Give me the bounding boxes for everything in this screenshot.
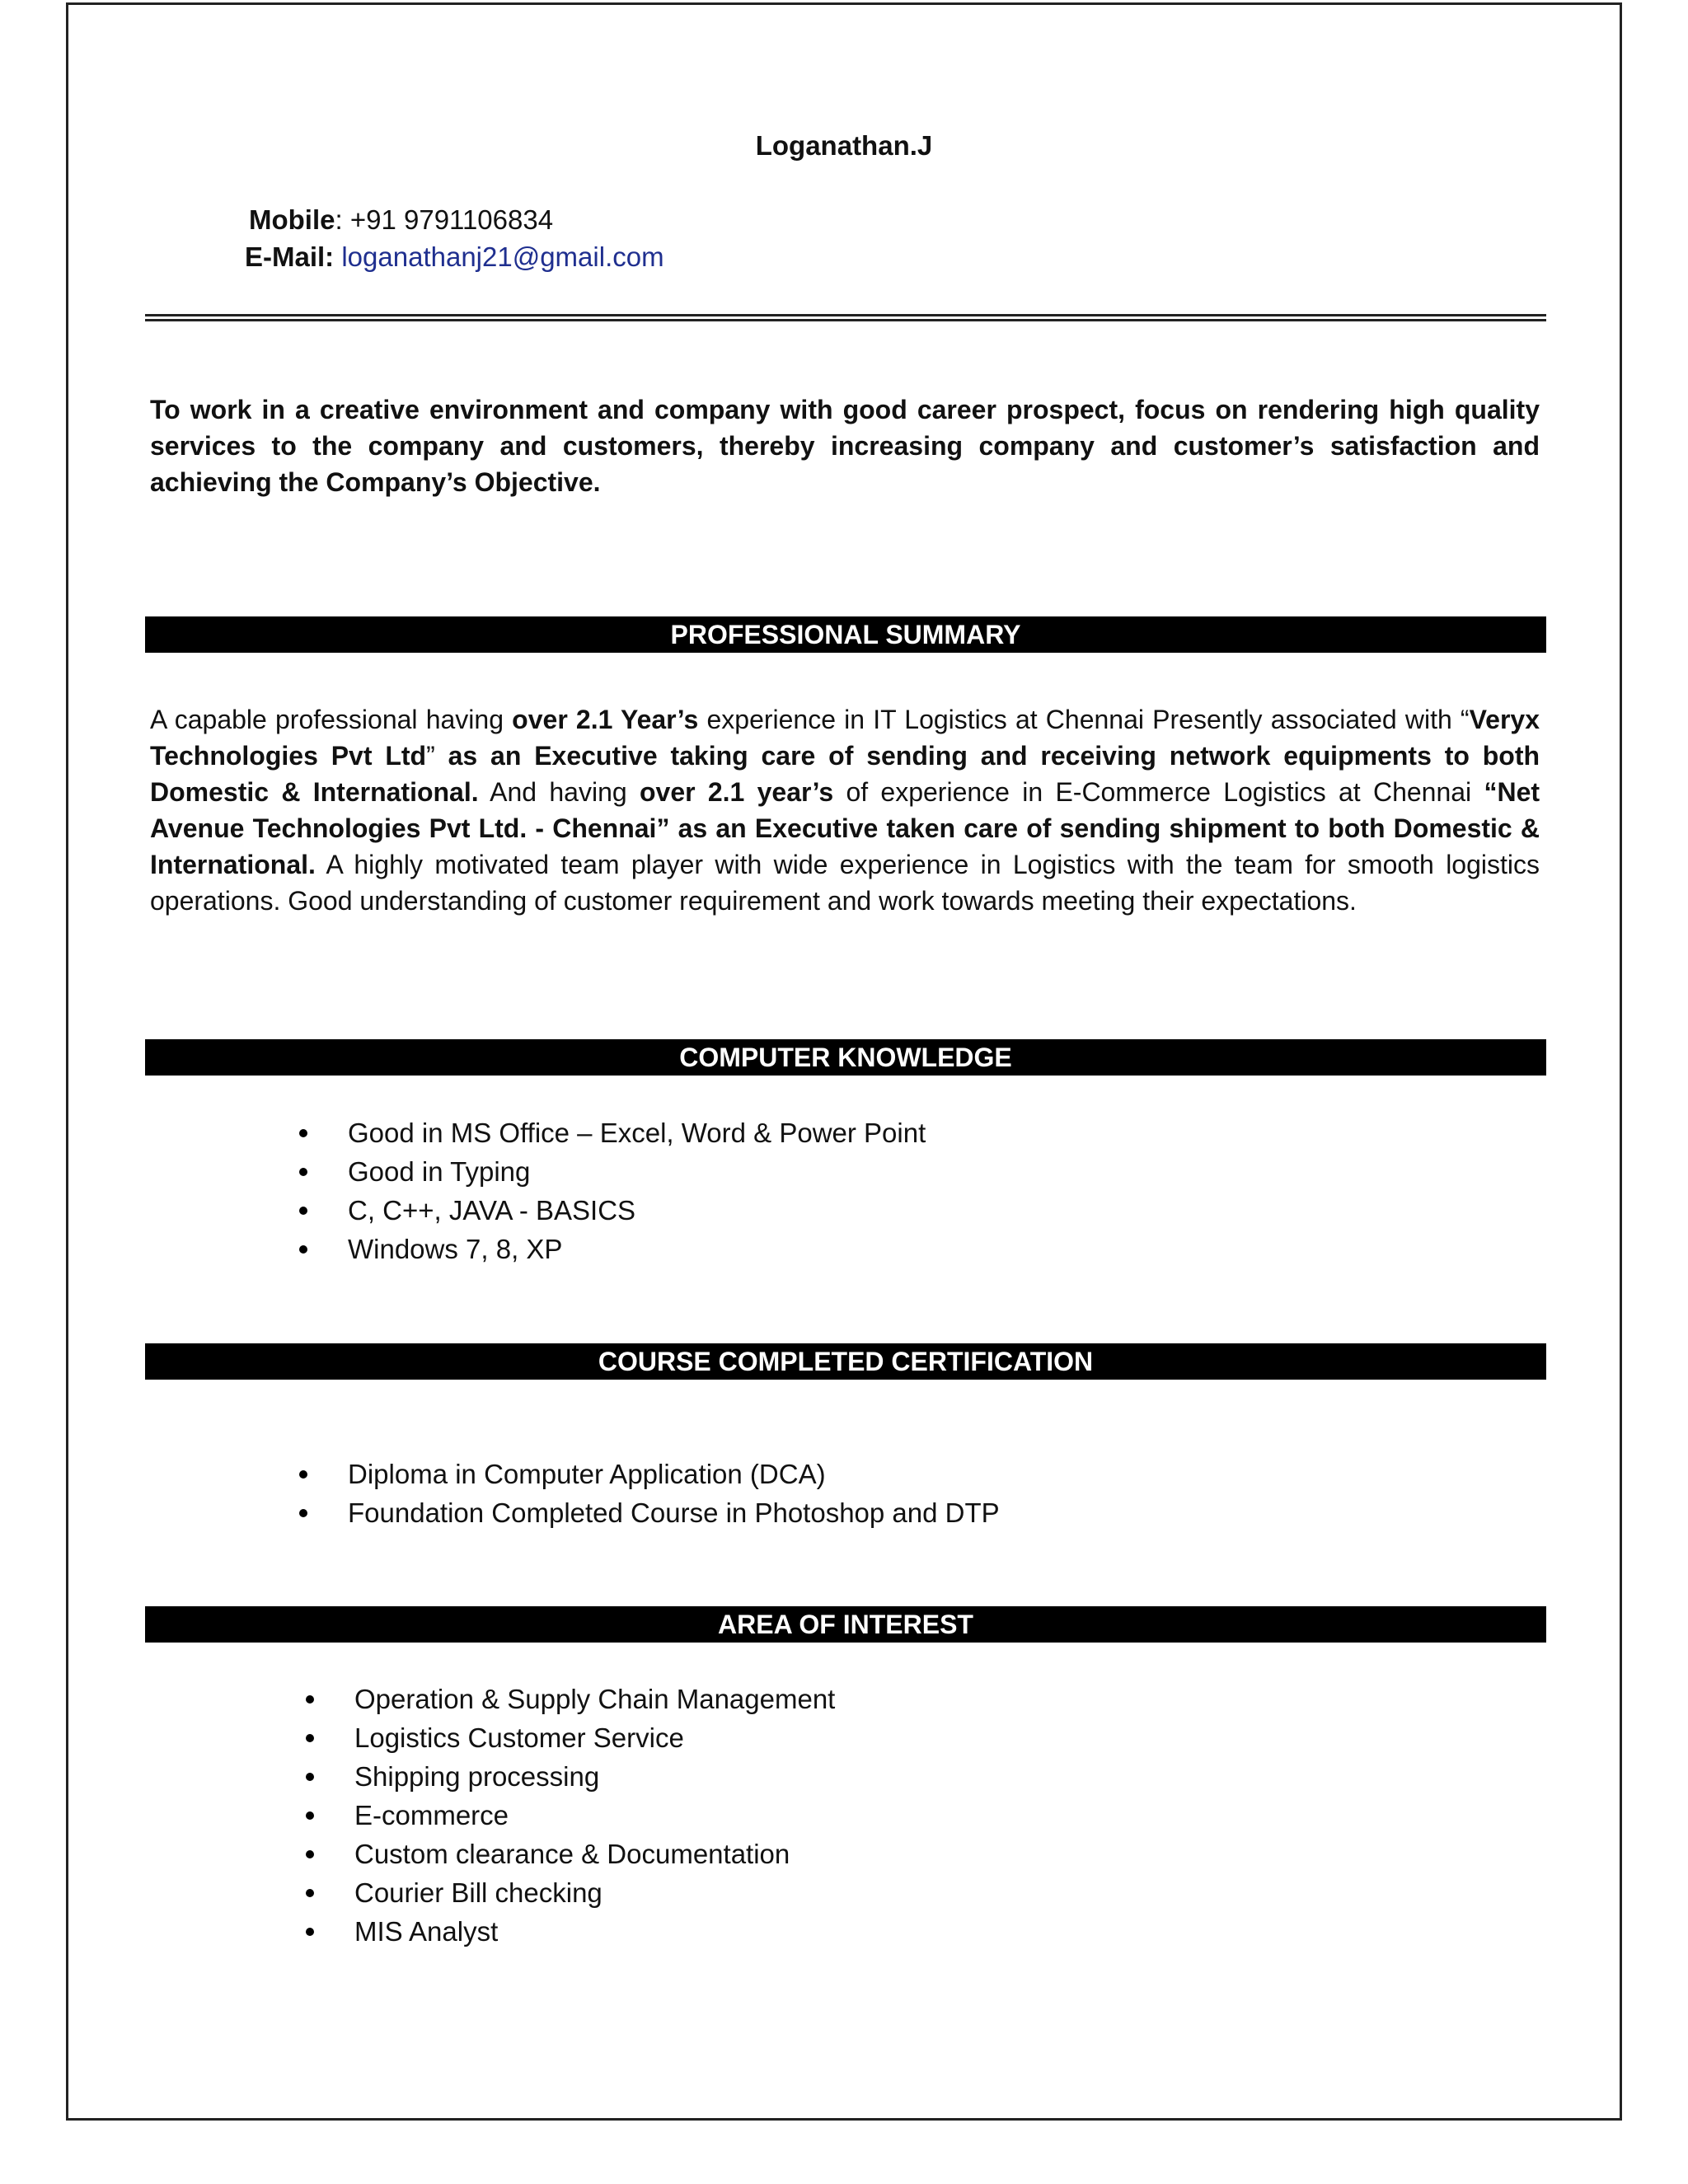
mobile-label: Mobile [249,204,335,235]
area-of-interest-list [354,1680,835,1951]
summary-text: And having [478,777,640,807]
section-heading-professional-summary: PROFESSIONAL SUMMARY [145,616,1546,653]
email-line [245,241,664,273]
list-item: Good in Typing [348,1152,926,1191]
list-item: Good in MS Office – Excel, Word & Power Point [348,1113,926,1152]
section-heading-area-of-interest: AREA OF INTEREST [145,1606,1546,1643]
summary-text: A capable professional having [150,705,513,734]
email-label: E-Mail: [245,241,342,272]
career-objective: To work in a creative environment and company with good career prospect, focus on rendering high quality services to the company and customers, thereby increasing company and customer’s satisfaction and achieving the Company’s Objective. [150,395,1540,497]
list-item: Operation & Supply Chain Management [354,1680,835,1718]
professional-summary-text [150,701,1540,919]
list-item: Windows 7, 8, XP [348,1230,926,1268]
mobile-value: : +91 9791106834 [335,204,554,235]
list-item: Foundation Completed Course in Photoshop and DTP [348,1493,1000,1532]
list-item: Logistics Customer Service [354,1718,835,1757]
list-item: Diploma in Computer Application (DCA) [348,1455,1000,1493]
bullet-icon [306,1889,314,1897]
list-item: C, C++, JAVA - BASICS [348,1191,926,1230]
bullet-icon [299,1207,307,1215]
list-item: E-commerce [354,1796,835,1835]
mobile-line [249,204,553,236]
bullet-icon [299,1245,307,1254]
bullet-icon [299,1470,307,1479]
summary-emphasis: over 2.1 Year’s [512,705,699,734]
summary-emphasis: “Net Avenue Technologies Pvt Ltd. - Chennai” as an Executive taken care of sending shipment to both Domestic & International. [150,777,1540,879]
section-heading-course-certification: COURSE COMPLETED CERTIFICATION [145,1343,1546,1380]
summary-emphasis: as an Executive taking care of sending and receiving network equipments to both Domestic & International. [150,741,1540,807]
list-item: Shipping processing [354,1757,835,1796]
bullet-icon [299,1129,307,1137]
list-item: MIS Analyst [354,1912,835,1951]
bullet-icon [306,1928,314,1936]
bullet-icon [299,1509,307,1517]
list-item: Courier Bill checking [354,1873,835,1912]
bullet-icon [306,1734,314,1742]
section-heading-computer-knowledge: COMPUTER KNOWLEDGE [145,1039,1546,1076]
course-certification-list [348,1455,1000,1532]
summary-emphasis: over 2.1 year’s [639,777,834,807]
computer-knowledge-list [348,1113,926,1268]
candidate-name: Loganathan.J [755,130,933,161]
bullet-icon [306,1811,314,1820]
summary-text: ” [426,741,448,771]
summary-text: experience in IT Logistics at Chennai Presently associated with “ [698,705,1470,734]
header-divider [145,314,1546,321]
bullet-icon [306,1695,314,1704]
summary-text: of experience in E-Commerce Logistics at Chennai [833,777,1484,807]
bullet-icon [306,1850,314,1858]
summary-emphasis: Veryx Technologies Pvt Ltd [150,705,1540,771]
list-item: Custom clearance & Documentation [354,1835,835,1873]
bullet-icon [306,1773,314,1781]
summary-text: A highly motivated team player with wide experience in Logistics with the team for smooth logistics operations. Good understanding of customer requirement and work towards meeting their expectations. [150,850,1540,916]
email-link[interactable]: loganathanj21@gmail.com [341,241,664,272]
bullet-icon [299,1168,307,1176]
